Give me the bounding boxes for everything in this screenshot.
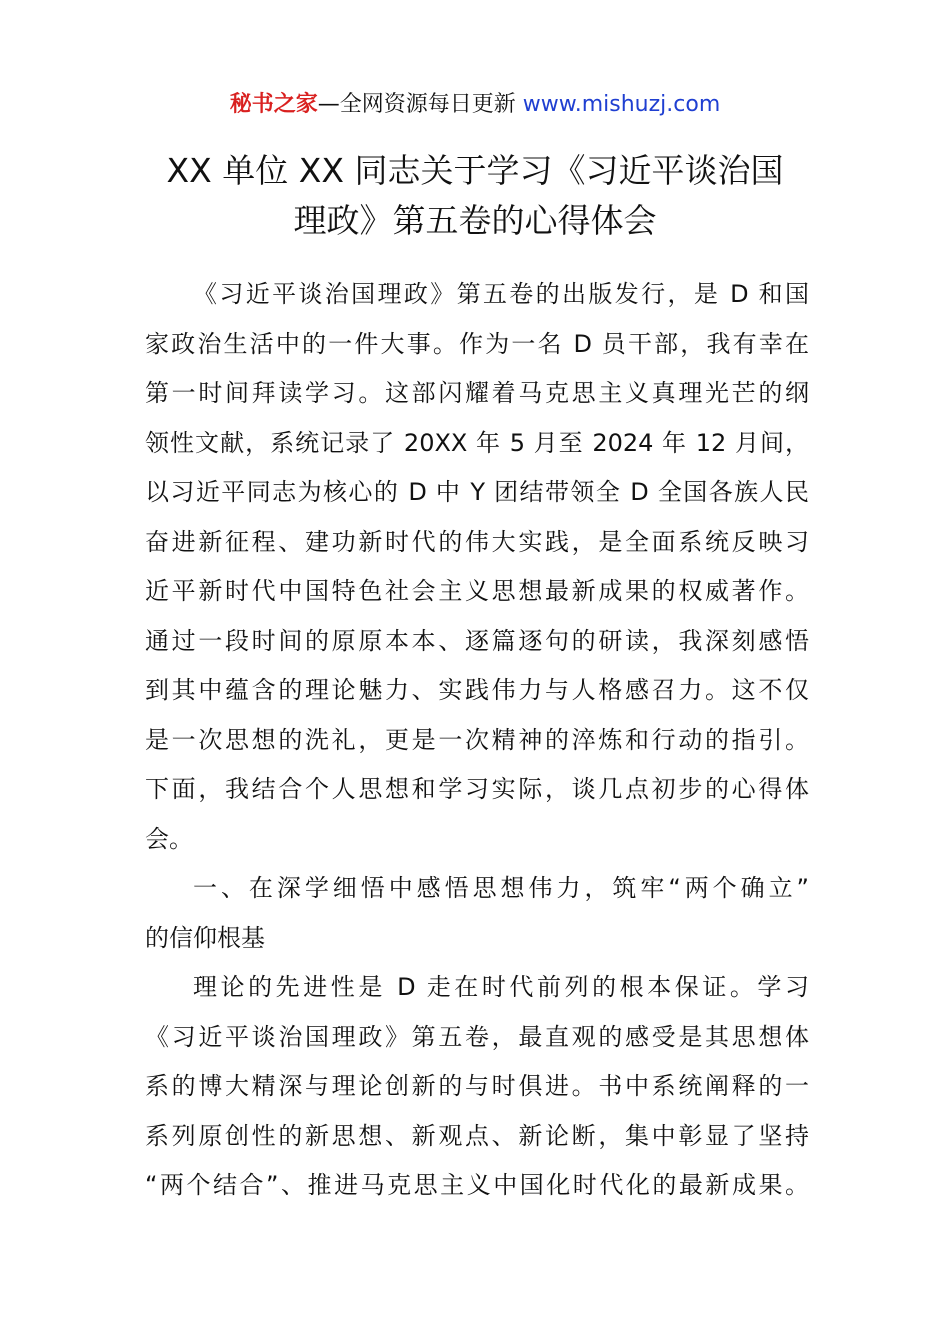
body-line: 近平新时代中国特色社会主义思想最新成果的权威著作。 <box>145 577 809 605</box>
body-line: 《习近平谈治国理政》第五卷，最直观的感受是其思想体 <box>145 1022 809 1051</box>
body-line: 以习近平同志为核心的 D 中 Y 团结带领全 D 全国各族人民 <box>145 478 809 506</box>
site-url-link[interactable]: www.mishuzj.com <box>522 92 721 117</box>
brand-name: 秘书之家 <box>229 92 318 117</box>
section-heading-line: 的信仰根基 <box>145 923 265 952</box>
title-line-2: 理政》第五卷的心得体会 <box>293 201 657 240</box>
document-body <box>145 270 809 1211</box>
body-line: 理论的先进性是 D 走在时代前列的根本保证。学习 <box>193 973 809 1001</box>
document-title <box>100 146 850 246</box>
body-line: 系列原创性的新思想、新观点、新论断，集中彰显了坚持 <box>145 1121 809 1150</box>
body-line: 通过一段时间的原原本本、逐篇逐句的研读，我深刻感悟 <box>145 626 809 655</box>
body-line: 第一时间拜读学习。这部闪耀着马克思主义真理光芒的纲 <box>145 379 809 407</box>
body-line: 《习近平谈治国理政》第五卷的出版发行，是 D 和国 <box>193 280 809 308</box>
section-heading-line: 一、在深学细悟中感悟思想伟力，筑牢“两个确立” <box>193 874 809 902</box>
body-line: 领性文献，系统记录了 20XX 年 5 月至 2024 年 12 月间， <box>145 428 809 457</box>
body-line: 家政治生活中的一件大事。作为一名 D 员干部，我有幸在 <box>145 329 809 358</box>
body-line: 下面，我结合个人思想和学习实际，谈几点初步的心得体 <box>145 775 809 803</box>
body-line: 是一次思想的洗礼，更是一次精神的淬炼和行动的指引。 <box>145 725 809 754</box>
title-line-1: XX 单位 XX 同志关于学习《习近平谈治国 <box>166 151 784 190</box>
body-line: “两个结合”、推进马克思主义中国化时代化的最新成果。 <box>145 1171 809 1199</box>
body-line: 到其中蕴含的理论魅力、实践伟力与人格感召力。这不仅 <box>145 676 809 704</box>
body-line: 系的博大精深与理论创新的与时俱进。书中系统阐释的一 <box>145 1072 809 1100</box>
site-header <box>0 88 950 122</box>
body-line: 奋进新征程、建功新时代的伟大实践，是全面系统反映习 <box>145 527 809 556</box>
header-tagline: —全网资源每日更新 <box>317 92 523 117</box>
body-line: 会。 <box>145 824 193 853</box>
